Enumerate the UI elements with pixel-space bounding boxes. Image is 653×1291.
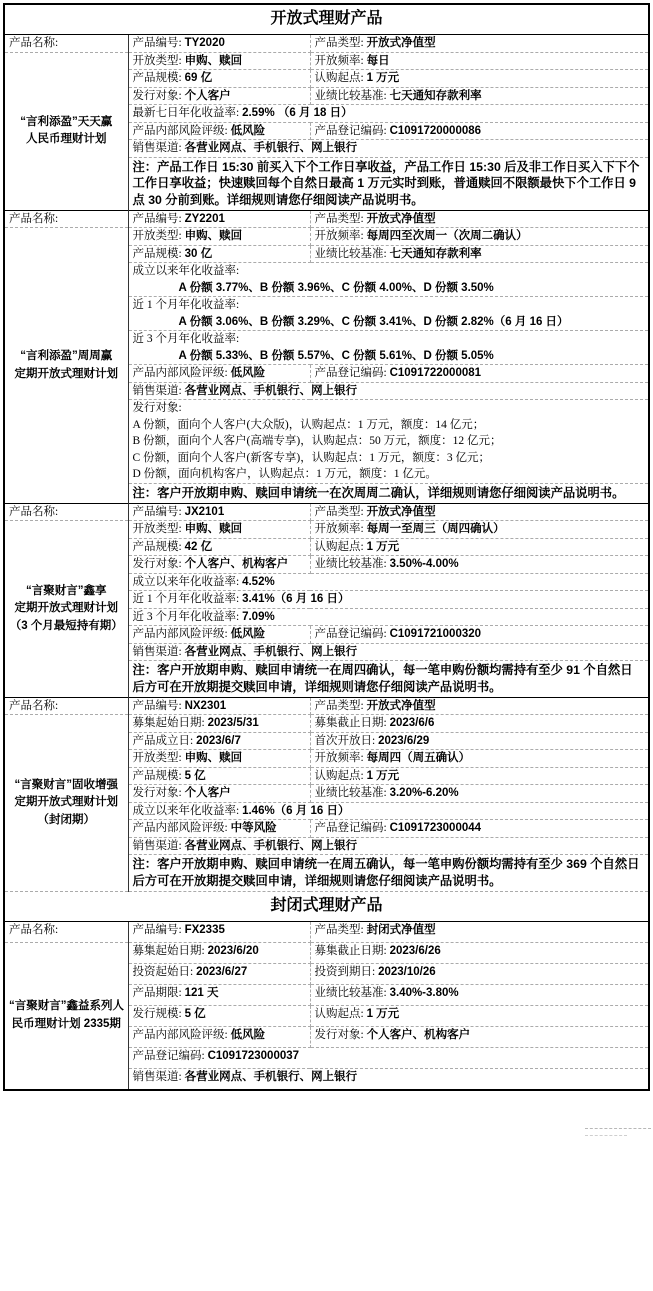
field-value: 1 万元 [366,1007,400,1020]
field-sub-value: A 份额 3.77%、B 份额 3.96%、C 份额 4.00%、D 份额 3.50% [178,281,494,294]
field-value: 2023/6/7 [196,734,241,747]
product-block [4,697,649,891]
field-cell [310,70,649,88]
product-block [4,921,649,1090]
field-cell [310,556,649,574]
field-cell [128,521,310,539]
field-label: 首次开放日: [314,734,379,747]
field-label: 销售渠道: [132,384,185,397]
field-value: 申购、赎回 [184,54,243,67]
field-value: 121 天 [184,986,219,999]
field-cell [128,87,310,105]
field-cell [128,35,310,53]
field-value: 各营业网点、手机银行、网上银行 [184,384,358,397]
field-label: 最新七日年化收益率: [132,107,243,119]
field-label: 产品类型: [314,699,367,712]
field-label: 开放类型: [132,752,185,765]
field-cell [128,1026,310,1047]
field-label: 销售渠道: [132,645,185,658]
field-value: 申购、赎回 [184,752,243,765]
field-value: 个人客户、机构客户 [184,558,289,571]
section-title-0: 开放式理财产品 [4,4,649,35]
field-label: 开放频率: [314,54,367,67]
field-cell [128,573,649,591]
product-name-line: “言利添盈”周周赢 [20,350,113,363]
product-note: 注：产品工作日 15:30 前买入下个工作日享收益，产品工作日 15:30 后及非工作日买入下下个工作日享收益；快速赎回每个自然日最高 1 万元实时到账，普通赎回不限额最快下个工作日 9 点 30 分前到账。详细规则请您仔细阅读产品说明书。 [128,157,649,210]
field-label: 认购起点: [314,1007,367,1020]
field-label: 业绩比较基准: [314,89,390,102]
field-label: 成立以来年化收益率: [132,804,243,817]
field-detail-line: D 份额，面向机构客户，认购起点：1 万元，额度：1 亿元。 [132,468,437,481]
product-name-label: 产品名称: [4,35,128,53]
field-label: 业绩比较基准: [314,558,390,571]
field-value: 开放式净值型 [366,505,436,518]
field-label: 产品编号: [132,37,185,49]
wealth-products-table [3,3,650,1091]
field-label: 产品内部风险评级: [132,367,231,380]
product-name-line: “言聚财言”固收增强 [14,778,118,791]
field-label: 开放频率: [314,523,367,536]
field-label: 发行对象: [132,402,182,415]
field-label: 开放类型: [132,54,185,67]
field-label: 近 1 个月年化收益率: [132,593,243,606]
product-name-line: 民币理财计划 2335期 [11,1017,121,1030]
field-value: 1.46%（6 月 16 日） [242,804,350,817]
field-label: 投资到期日: [314,965,379,978]
field-value: 各营业网点、手机银行、网上银行 [184,839,358,852]
field-cell [128,837,649,855]
field-value: 2023/6/29 [378,734,430,747]
field-cell [310,52,649,70]
field-value: 开放式净值型 [366,699,436,712]
field-cell [128,767,310,785]
field-label: 发行对象: [314,1028,367,1041]
field-label: 发行对象: [132,89,185,102]
field-label: 产品规模: [132,247,185,260]
field-sub-value: A 份额 5.33%、B 份额 5.57%、C 份额 5.61%、D 份额 5.05% [178,349,494,362]
product-note: 注：客户开放期申购、赎回申请统一在周五确认，每一笔申购份额均需持有至少 369 个自然日后方可在开放期提交赎回申请，详细规则请您仔细阅读产品说明书。 [128,855,649,892]
field-value: FX2335 [184,923,225,936]
field-value: C1091721000320 [389,628,482,641]
field-label: 近 3 个月年化收益率: [132,610,243,623]
product-note: 注：客户开放期申购、赎回申请统一在周四确认，每一笔申购份额均需持有至少 91 个自然日后方可在开放期提交赎回申请，详细规则请您仔细阅读产品说明书。 [128,661,649,698]
table-row [4,52,649,70]
field-cell [128,942,310,963]
field-cell [128,382,649,400]
field-value: 开放式净值型 [366,212,436,225]
field-label: 产品编号: [132,699,185,712]
field-value: C1091722000081 [389,367,482,380]
field-label: 近 3 个月年化收益率: [132,333,240,346]
field-cell [128,365,310,383]
field-label: 产品编号: [132,505,185,518]
field-label: 认购起点: [314,540,367,553]
field-cell [310,732,649,750]
field-cell [128,591,649,609]
field-label: 产品内部风险评级: [132,822,231,835]
field-detail-line: B 份额，面向个人客户(高端专享)，认购起点：50 万元，额度：12 亿元； [132,435,502,448]
field-label: 发行规模: [132,1007,185,1020]
table-row [4,921,649,942]
field-cell [128,750,310,768]
field-cell [128,732,310,750]
field-cell [310,365,649,383]
field-cell [310,1005,649,1026]
section-title-1: 封闭式理财产品 [4,891,649,921]
product-block [4,35,649,211]
field-cell [128,556,310,574]
field-value: 3.50%-4.00% [389,558,459,571]
field-value: 每日 [366,54,390,67]
field-cell [128,1047,649,1068]
product-name-label: 产品名称: [4,503,128,521]
field-value: 每周四（周五确认） [366,752,471,765]
field-label: 开放类型: [132,523,185,536]
field-detail-line: C 份额，面向个人客户(新客专享)，认购起点：1 万元，额度：3 亿元； [132,451,490,464]
field-value: 低风险 [230,628,266,641]
field-cell [310,697,649,715]
field-label: 产品规模: [132,769,185,782]
table-row [4,210,649,228]
field-value: 5 亿 [184,1007,206,1020]
field-value: 低风险 [230,1028,266,1041]
field-value: 1 万元 [366,72,400,84]
product-block [4,210,649,503]
field-cell [128,122,310,140]
field-cell [128,697,310,715]
table-row [4,697,649,715]
product-name-line: （封闭期） [37,813,95,826]
product-name-line: “言聚财言”鑫益系列人 [9,1000,124,1013]
field-value: 申购、赎回 [184,230,243,243]
field-label: 募集截止日期: [314,717,390,730]
field-cell [310,942,649,963]
field-value: 开放式净值型 [366,37,436,49]
field-value: 4.52% [242,575,275,588]
field-value: 2023/6/20 [207,944,259,957]
field-label: 业绩比较基准: [314,247,390,260]
table-row [4,35,649,53]
product-name-line: “言聚财言”鑫享 [26,584,107,597]
field-value: C1091723000044 [389,822,482,835]
field-sub-value: A 份额 3.06%、B 份额 3.29%、C 份额 3.41%、D 份额 2.82%（6 月 16 日） [178,315,569,328]
field-cell [128,228,310,246]
field-cell [128,105,649,123]
field-value: 个人客户、机构客户 [366,1028,471,1041]
field-cell [128,245,310,263]
field-value: 1 万元 [366,540,400,553]
field-cell [310,228,649,246]
field-label: 开放频率: [314,752,367,765]
field-value: 3.40%-3.80% [389,986,459,999]
field-cell [128,503,310,521]
field-cell [310,35,649,53]
field-cell [128,70,310,88]
field-label: 发行对象: [132,787,185,800]
field-label: 开放类型: [132,230,185,243]
field-cell [128,626,310,644]
field-cell [128,802,649,820]
field-label: 产品登记编码: [314,367,390,380]
field-value: NX2301 [184,699,227,712]
field-label: 产品内部风险评级: [132,628,231,641]
product-name-label: 产品名称: [4,697,128,715]
field-value: 七天通知存款利率 [389,247,482,260]
field-value: 3.41%（6 月 16 日） [242,593,350,606]
field-cell [310,984,649,1005]
field-label: 认购起点: [314,769,367,782]
field-value: 封闭式净值型 [366,923,436,936]
field-value: 个人客户 [184,89,231,102]
field-value: 69 亿 [184,72,213,84]
field-cell [128,820,310,838]
field-value: JX2101 [184,505,225,518]
field-value: 2.59% （6 月 18 日） [242,107,353,119]
field-cell [310,921,649,942]
field-value: 7.09% [242,610,275,623]
field-value: 每周四至次周一（次周二确认） [366,230,528,243]
field-cell [310,820,649,838]
field-label: 投资起始日: [132,965,197,978]
field-cell [128,643,649,661]
field-value: 30 亿 [184,247,213,260]
field-value: 个人客户 [184,787,231,800]
field-cell [310,503,649,521]
field-cell [128,1005,310,1026]
field-label: 业绩比较基准: [314,986,390,999]
field-cell [128,331,649,365]
product-name-line: （3 个月最短持有期） [9,619,123,632]
table-row [4,228,649,246]
field-cell [128,984,310,1005]
table-row [4,503,649,521]
field-cell [128,297,649,331]
field-cell [310,626,649,644]
field-cell [128,1068,649,1090]
field-value: 2023/5/31 [207,717,259,730]
field-label: 产品成立日: [132,734,197,747]
field-label: 开放频率: [314,230,367,243]
field-label: 产品规模: [132,72,185,84]
field-cell [128,400,649,484]
field-value: 5 亿 [184,769,206,782]
field-cell [310,245,649,263]
field-label: 产品类型: [314,212,367,225]
field-cell [128,140,649,158]
field-value: C1091723000037 [207,1049,300,1062]
field-cell [310,87,649,105]
field-value: TY2020 [184,37,225,49]
product-name-line: 定期开放式理财计划 [14,367,118,380]
field-cell [128,785,310,803]
field-label: 近 1 个月年化收益率: [132,299,240,312]
field-label: 产品类型: [314,37,367,49]
field-value: 各营业网点、手机银行、网上银行 [184,1070,358,1083]
field-cell [310,210,649,228]
field-cell [310,963,649,984]
field-label: 产品登记编码: [314,822,390,835]
field-cell [310,122,649,140]
product-name [4,942,128,1090]
product-name-line: 定期开放式理财计划 [14,602,118,615]
field-value: 42 亿 [184,540,213,553]
field-label: 产品登记编码: [314,124,390,137]
field-cell [128,538,310,556]
field-label: 认购起点: [314,72,367,84]
field-label: 产品规模: [132,540,185,553]
field-label: 业绩比较基准: [314,787,390,800]
field-value: 1 万元 [366,769,400,782]
field-cell [310,1026,649,1047]
product-name-line: 定期开放式理财计划 [14,796,118,809]
field-label: 产品编号: [132,923,185,936]
field-label: 募集起始日期: [132,717,208,730]
field-value: 2023/6/26 [389,944,441,957]
product-name-line: 人民币理财计划 [26,133,107,146]
field-cell [310,538,649,556]
field-cell [128,963,310,984]
field-label: 成立以来年化收益率: [132,575,243,588]
field-value: 2023/10/26 [378,965,436,978]
table-row [4,715,649,733]
field-label: 产品登记编码: [314,628,390,641]
field-label: 产品内部风险评级: [132,124,231,137]
field-cell [128,608,649,626]
product-name [4,715,128,892]
field-value: 七天通知存款利率 [389,89,482,102]
field-label: 产品类型: [314,505,367,518]
field-cell [310,715,649,733]
field-label: 销售渠道: [132,142,185,154]
field-cell [310,767,649,785]
field-value: 申购、赎回 [184,523,243,536]
field-label: 成立以来年化收益率: [132,265,240,278]
page-break-mark [585,1128,651,1141]
table-row [4,942,649,963]
field-label: 销售渠道: [132,1070,185,1083]
field-value: 低风险 [230,367,266,380]
field-label: 发行对象: [132,558,185,571]
product-block [4,503,649,697]
field-detail-line: A 份额，面向个人客户(大众版)，认购起点：1 万元，额度：14 亿元； [132,418,485,431]
product-name-label: 产品名称: [4,210,128,228]
field-value: 2023/6/6 [389,717,435,730]
field-cell [128,263,649,297]
product-name [4,228,128,503]
product-note: 注：客户开放期申购、赎回申请统一在次周周二确认，详细规则请您仔细阅读产品说明书。 [128,483,649,503]
field-label: 销售渠道: [132,839,185,852]
field-label: 产品登记编码: [132,1049,208,1062]
field-cell [310,521,649,539]
product-name-line: “言利添盈”天天赢 [20,115,113,128]
product-name [4,521,128,698]
field-value: 中等风险 [230,822,277,835]
field-value: C1091720000086 [389,124,482,137]
field-value: 各营业网点、手机银行、网上银行 [184,142,358,154]
field-value: 每周一至周三（周四确认） [366,523,505,536]
product-name [4,52,128,210]
field-cell [128,921,310,942]
field-label: 募集起始日期: [132,944,208,957]
field-value: 各营业网点、手机银行、网上银行 [184,645,358,658]
field-cell [128,52,310,70]
field-cell [128,715,310,733]
field-label: 募集截止日期: [314,944,390,957]
product-name-label: 产品名称: [4,921,128,942]
field-value: ZY2201 [184,212,225,225]
field-cell [310,785,649,803]
field-value: 3.20%-6.20% [389,787,459,800]
field-label: 产品编号: [132,212,185,225]
field-label: 产品类型: [314,923,367,936]
field-cell [128,210,310,228]
field-value: 2023/6/27 [196,965,248,978]
field-label: 产品内部风险评级: [132,1028,231,1041]
field-label: 产品期限: [132,986,185,999]
field-value: 低风险 [230,124,266,137]
field-cell [310,750,649,768]
table-row [4,521,649,539]
